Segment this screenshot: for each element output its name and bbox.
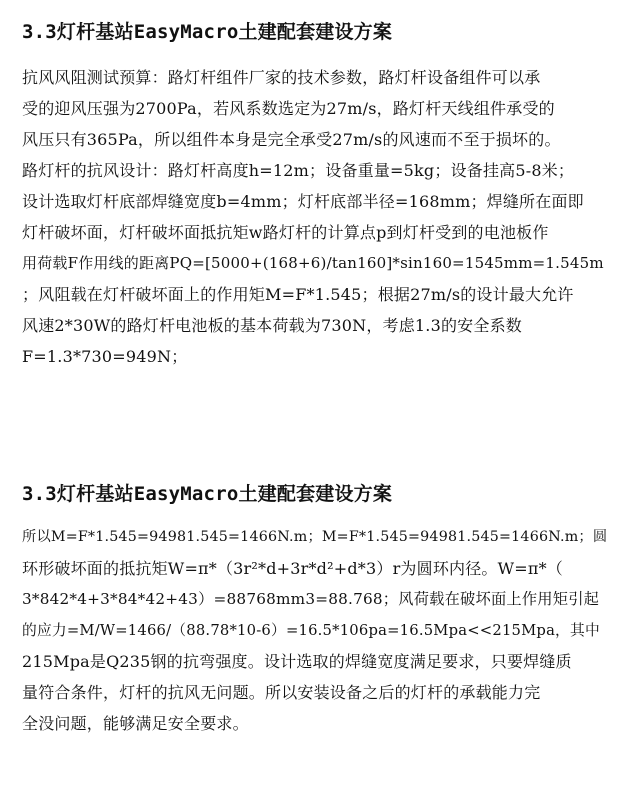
paragraph-line: 量符合条件，灯杆的抗风无问题。所以安装设备之后的灯杆的承载能力完 [22, 683, 541, 702]
section-2-paragraph [22, 522, 607, 739]
paragraph-line: 用荷载F作用线的距离PQ=[5000+(168+6)/tan160]*sin160=1545mm=1.545m [22, 254, 604, 272]
section-2-heading: 3.3灯杆基站EasyMacro土建配套建设方案 [22, 483, 393, 505]
paragraph-line: 215Mpa是Q235钢的抗弯强度。设计选取的焊缝宽度满足要求，只要焊缝质 [22, 652, 572, 671]
paragraph-line: F=1.3*730=949N； [22, 347, 188, 366]
section-1-paragraph [22, 62, 607, 372]
paragraph-line: 风速2*30W的路灯杆电池板的基本荷载为730N，考虑1.3的安全系数 [22, 316, 522, 335]
paragraph-line: 抗风风阻测试预算：路灯杆组件厂家的技术参数，路灯杆设备组件可以承 [22, 68, 541, 87]
paragraph-line: 全没问题，能够满足安全要求。 [22, 714, 249, 733]
paragraph-line: 风压只有365Pa，所以组件本身是完全承受27m/s的风速而不至于损坏的。 [22, 130, 561, 149]
paragraph-line: 受的迎风压强为2700Pa，若风系数选定为27m/s，路灯杆天线组件承受的 [22, 99, 555, 118]
section-1-heading: 3.3灯杆基站EasyMacro土建配套建设方案 [22, 21, 393, 43]
paragraph-line: 3*842*4+3*84*42+43）=88768mm3=88.768；风荷载在破坏面上作用矩引起 [22, 590, 600, 608]
paragraph-line: 环形破坏面的抵抗矩W=π*（3r²*d+3r*d²+d*3）r为圆环内径。W=π*（ [22, 559, 563, 578]
paragraph-line: 灯杆破坏面，灯杆破坏面抵抗矩w路灯杆的计算点p到灯杆受到的电池板作 [22, 223, 549, 242]
paragraph-line: ；风阻载在灯杆破坏面上的作用矩M=F*1.545；根据27m/s的设计最大允许 [22, 285, 574, 304]
paragraph-line: 所以M=F*1.545=94981.545=1466N.m；M=F*1.545=94981.545=1466N.m；圆 [22, 529, 607, 545]
paragraph-line: 设计选取灯杆底部焊缝宽度b=4mm；灯杆底部半径=168mm；焊缝所在面即 [22, 192, 584, 211]
paragraph-line: 的应力=M/W=1466/（88.78*10-6）=16.5*106pa=16.5Mpa<<215Mpa，其中 [22, 622, 600, 639]
paragraph-line: 路灯杆的抗风设计：路灯杆高度h=12m；设备重量=5kg；设备挂高5-8米； [22, 161, 575, 180]
